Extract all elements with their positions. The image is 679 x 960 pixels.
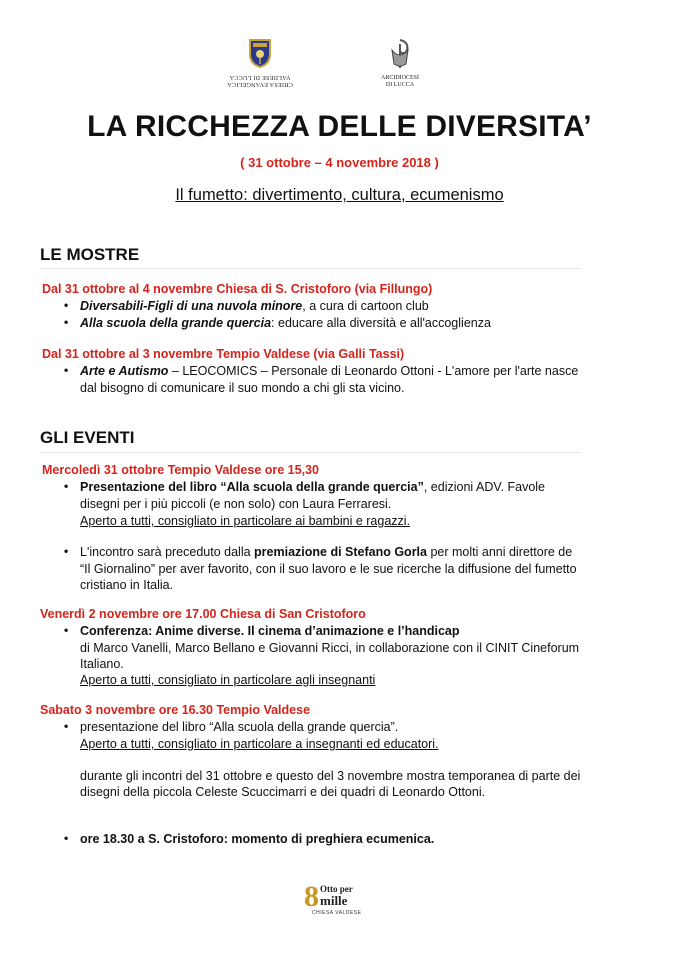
otto-per-text: Otto per — [320, 884, 353, 894]
logos-row — [0, 38, 679, 98]
page-title: LA RICCHEZZA DELLE DIVERSITA’ — [87, 110, 592, 143]
bullet-icon: • — [64, 363, 69, 377]
mostre-block1-heading: Dal 31 ottobre al 4 novembre Chiesa di S. Cristoforo (via Fillungo) — [42, 282, 433, 296]
bullet-icon: • — [64, 831, 69, 845]
section-heading-mostre: LE MOSTRE — [40, 245, 140, 264]
arcidiocesi-caption-2: DI LUCCA — [385, 82, 415, 88]
bullet-icon: • — [64, 315, 69, 329]
audience-note: Aperto a tutti, consigliato in particolare ai bambini e ragazzi. — [80, 514, 411, 528]
list-item-continuation: dal bisogno di comunicare il suo mondo a chi gli sta vicino. — [80, 381, 405, 395]
list-item-continuation: “Il Giornalino” per aver favorito, con il suo lavoro e le sue ricerche la diffusione del fumetto — [80, 562, 577, 576]
eight-glyph: 8 — [304, 880, 319, 913]
event2-heading: Venerdì 2 novembre ore 17.00 Chiesa di San Cristoforo — [40, 607, 366, 621]
bullet-icon: • — [64, 479, 69, 493]
event1-heading: Mercoledì 31 ottobre Tempio Valdese ore 15,30 — [42, 463, 319, 477]
list-item: Diversabili-Figli di una nuvola minore, a cura di cartoon club — [80, 299, 429, 313]
chiesa-valdese-caption: CHIESA VALDESE — [312, 910, 362, 916]
list-item-continuation: cristiano in Italia. — [80, 578, 174, 592]
list-item-continuation: disegni per i più piccoli (e non solo) con Laura Ferraresi. — [80, 497, 392, 511]
mostre-block2-heading: Dal 31 ottobre al 3 novembre Tempio Valdese (via Galli Tassi) — [42, 347, 405, 361]
event3-heading: Sabato 3 novembre ore 16.30 Tempio Valdese — [40, 703, 311, 717]
bullet-icon: • — [64, 623, 69, 637]
arcidiocesi-lucca-logo — [365, 38, 435, 98]
bullet-icon: • — [64, 719, 69, 733]
page-subtitle: Il fumetto: divertimento, cultura, ecumenismo — [175, 186, 504, 204]
audience-note: Aperto a tutti, consigliato in particolare agli insegnanti — [80, 673, 376, 687]
bullet-icon: • — [64, 298, 69, 312]
section-heading-eventi: GLI EVENTI — [40, 428, 135, 447]
bullet-icon: • — [64, 544, 69, 558]
mille-text: mille — [320, 893, 348, 908]
crozier-icon — [385, 38, 415, 70]
list-item: L'incontro sarà preceduto dalla premiazione di Stefano Gorla per molti anni direttore de — [80, 545, 573, 559]
exhibition-note-continuation: disegni della piccola Celeste Scuccimarri e dei quadri di Leonardo Ottoni. — [80, 785, 486, 799]
event-dates: ( 31 ottobre – 4 novembre 2018 ) — [240, 155, 439, 170]
list-item: Alla scuola della grande quercia: educare alla diversità e all'accoglienza — [80, 316, 491, 330]
valdese-logo-caption: CHIESA EVANGELICA VALDESE DI LUCCA — [227, 74, 293, 87]
list-item-continuation: di Marco Vanelli, Marco Bellano e Giovanni Ricci, in collaborazione con il CINIT Cineforum — [80, 641, 580, 655]
list-item: Conferenza: Anime diverse. Il cinema d’animazione e l’handicap — [80, 624, 460, 638]
list-item-final: ore 18.30 a S. Cristoforo: momento di preghiera ecumenica. — [80, 832, 435, 846]
audience-note: Aperto a tutti, consigliato in particolare a insegnanti ed educatori. — [80, 737, 439, 751]
otto-per-mille-logo — [296, 882, 386, 922]
list-item-continuation: Italiano. — [80, 657, 124, 671]
list-item: Presentazione del libro “Alla scuola della grande quercia”, edizioni ADV. Favole — [80, 480, 545, 494]
list-item: Arte e Autismo – LEOCOMICS – Personale di Leonardo Ottoni - L'amore per l'arte nasce — [80, 364, 579, 378]
arcidiocesi-caption-1: ARCIDIOCESI — [380, 75, 419, 81]
exhibition-note: durante gli incontri del 31 ottobre e questo del 3 novembre mostra temporanea di parte dei — [80, 769, 581, 783]
list-item: presentazione del libro “Alla scuola della grande quercia”. — [80, 720, 399, 734]
coat-of-arms-icon — [247, 38, 273, 68]
section-divider — [40, 268, 580, 269]
section-divider — [40, 452, 580, 453]
valdese-lucca-logo — [225, 38, 295, 98]
